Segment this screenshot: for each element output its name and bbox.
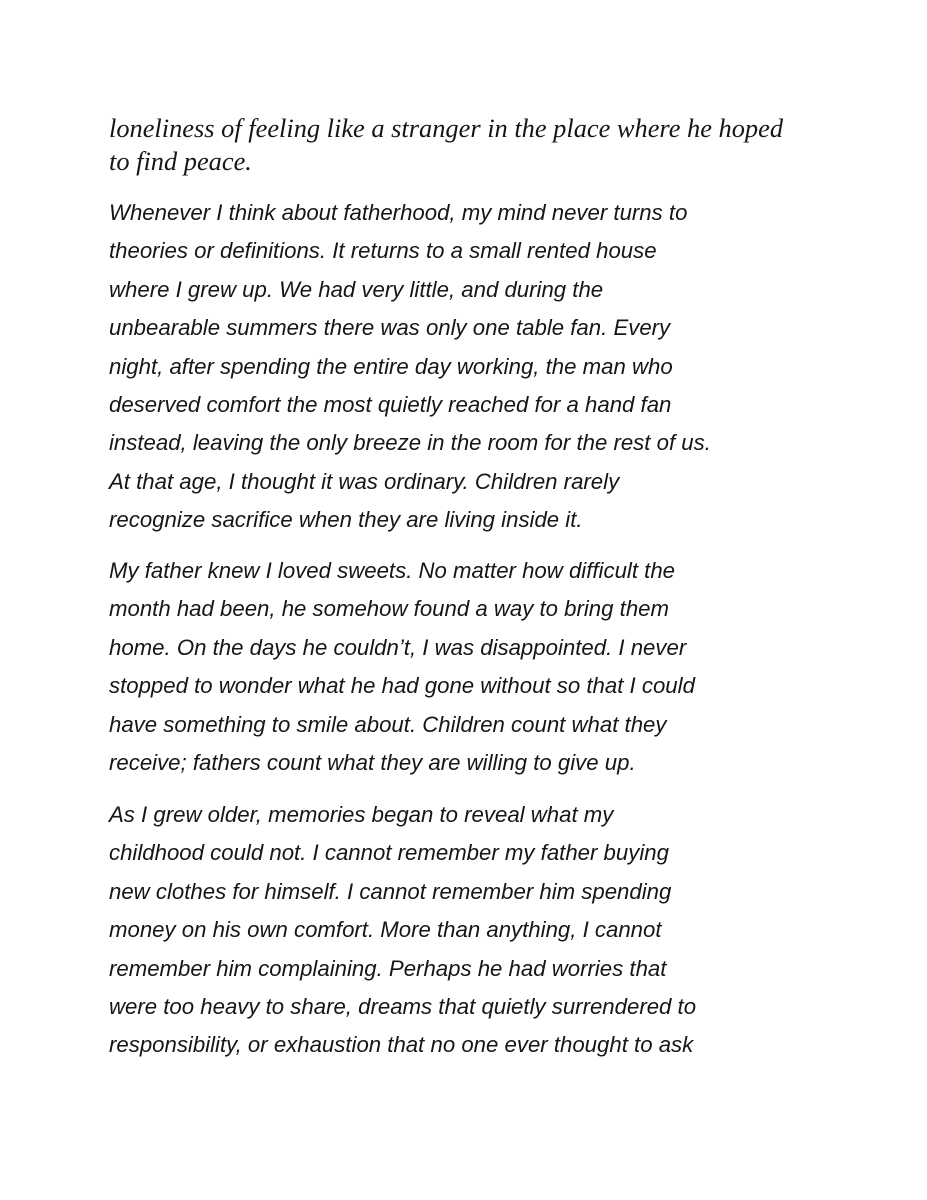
paragraph-line: have something to smile about. Children count what they <box>109 711 667 737</box>
paragraph-line: As I grew older, memories began to reveal what my <box>109 802 614 827</box>
paragraph-line: new clothes for himself. I cannot remember him spending <box>109 878 672 904</box>
paragraph-line: deserved comfort the most quietly reached for a hand fan <box>109 392 672 418</box>
paragraph-sweets <box>109 552 829 782</box>
paragraph-line: to find peace. <box>109 146 252 176</box>
paragraph-line: home. On the days he couldn’t, I was disappointed. I never <box>109 634 687 660</box>
continuation-paragraph <box>109 112 829 178</box>
paragraph-line: instead, leaving the only breeze in the room for the rest of us. <box>109 430 711 456</box>
paragraph-fatherhood-memory <box>109 194 829 540</box>
paragraph-line: recognize sacrifice when they are living inside it. <box>109 507 583 533</box>
paragraph-line: unbearable summers there was only one table fan. Every <box>109 315 671 341</box>
paragraph-line: month had been, he somehow found a way to bring them <box>109 596 669 622</box>
paragraph-line: were too heavy to share, dreams that quietly surrendered to <box>109 994 697 1020</box>
paragraph-line: At that age, I thought it was ordinary. Children rarely <box>109 468 620 494</box>
paragraph-line: night, after spending the entire day working, the man who <box>109 353 673 379</box>
paragraph-line: stopped to wonder what he had gone without so that I could <box>109 673 695 699</box>
paragraph-line: money on his own comfort. More than anything, I cannot <box>109 917 662 943</box>
paragraph-line: responsibility, or exhaustion that no one ever thought to ask <box>109 1032 694 1058</box>
paragraph-growing-older <box>109 796 829 1065</box>
paragraph-line: childhood could not. I cannot remember my father buying <box>109 840 669 866</box>
paragraph-line: receive; fathers count what they are willing to give up. <box>109 750 636 776</box>
paragraph-line: remember him complaining. Perhaps he had worries that <box>109 955 667 981</box>
paragraph-line: theories or definitions. It returns to a small rented house <box>109 238 657 264</box>
paragraph-line: Whenever I think about fatherhood, my mind never turns to <box>109 200 688 225</box>
paragraph-line: where I grew up. We had very little, and during the <box>109 276 604 302</box>
paragraph-line: My father knew I loved sweets. No matter how difficult the <box>109 558 676 583</box>
paragraph-line: loneliness of feeling like a stranger in the place where he hoped <box>109 113 784 143</box>
